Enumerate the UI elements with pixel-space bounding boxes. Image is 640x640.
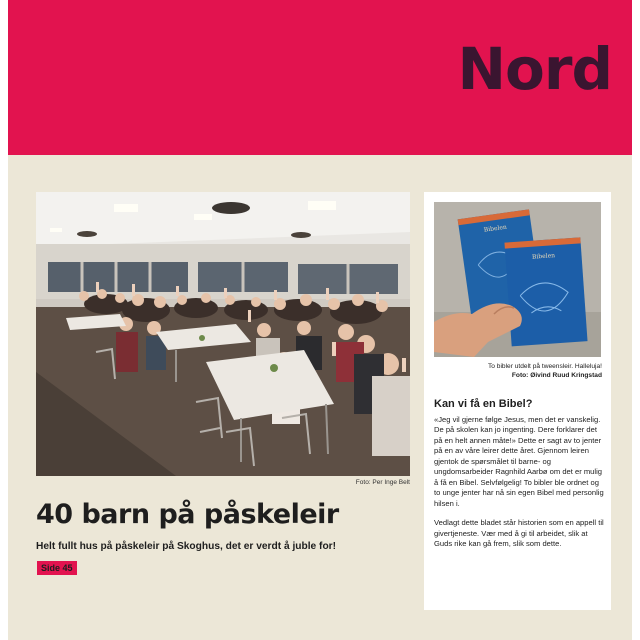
sidebar-heading: Kan vi få en Bibel? xyxy=(434,398,533,410)
caption-text: To bibler utdelt på tweensleir. Halleluja! xyxy=(488,363,602,370)
main-photo-credit: Foto: Per Inge Belt xyxy=(355,479,410,486)
section-header xyxy=(8,0,632,155)
magazine-page xyxy=(8,0,632,640)
book-title-back: Bibelen xyxy=(483,223,508,234)
section-title: Nord xyxy=(457,35,612,103)
main-photo xyxy=(36,192,410,476)
bible-photo xyxy=(434,202,601,357)
sidebar-body xyxy=(434,415,604,550)
headline: 40 barn på påskeleir xyxy=(36,499,339,530)
lead-text: Helt fullt hus på påskeleir på Skoghus, det er verdt å juble for! xyxy=(36,541,337,552)
page-reference-badge: Side 45 xyxy=(37,561,77,575)
bible-photo-caption xyxy=(432,363,602,380)
sidebar-paragraph: Vedlagt dette bladet står historien som en appell til givertjeneste. Vær med å gi til arbeidet, slik at Guds rike kan gå frem, slik som dette. xyxy=(434,518,604,549)
sidebar-box xyxy=(424,192,611,610)
book-title-front: Bibelen xyxy=(531,252,556,261)
caption-credit: Foto: Øivind Ruud Kringstad xyxy=(511,371,602,379)
sidebar-paragraph: «Jeg vil gjerne følge Jesus, men det er vanskelig. De på skolen kan jo ingenting. Dere forklarer det på en helt annen måte!» Dette er sagt av to jenter på en av våre leirer dette året. Gjennom leiren gjentok de spørsmålet til barne- og ungdomsarbeider Ragnhild Aarbø om det er mulig å få en Bibel. Selvfølgelig! To bibler ble ordnet og to unge jenter har nå sin egen Bibel med personlig hilsen i. xyxy=(434,415,604,508)
